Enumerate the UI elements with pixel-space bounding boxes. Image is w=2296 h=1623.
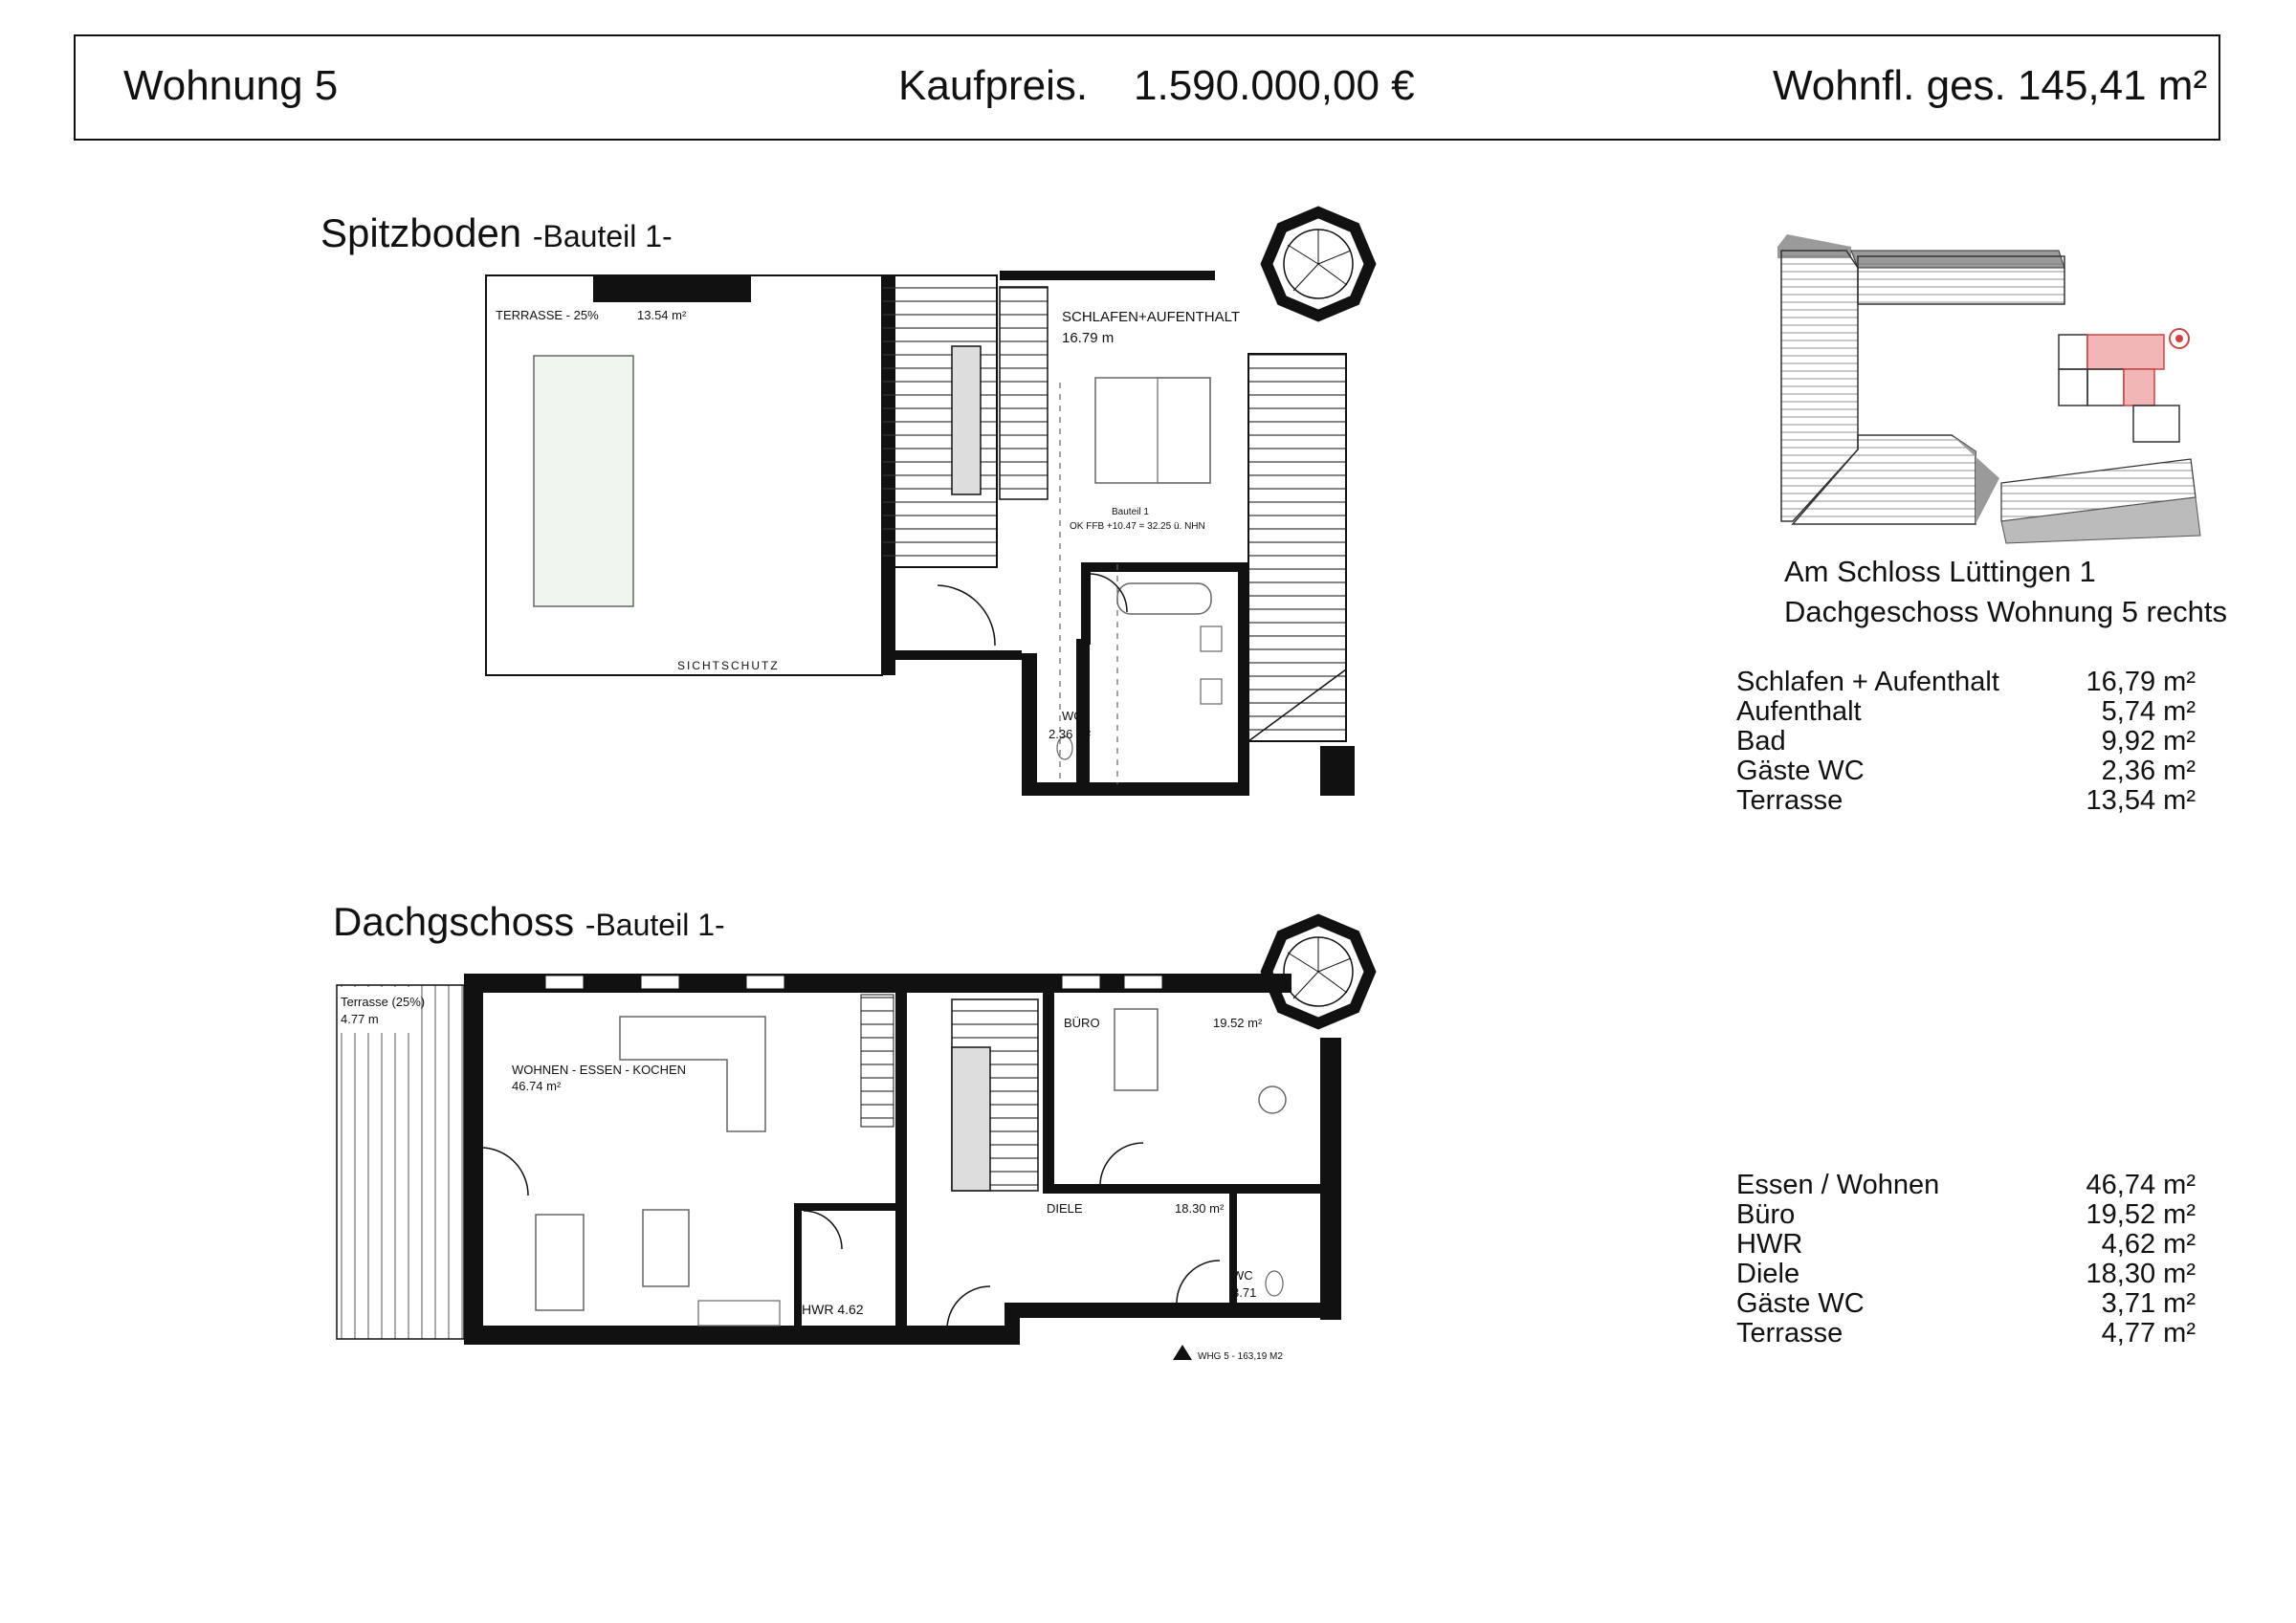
- terrace-area: 13.54 m²: [637, 308, 687, 322]
- area-row: [1736, 757, 2196, 786]
- spiral-stair-tower: [1267, 212, 1370, 316]
- unit-note: WHG 5 - 163,19 M2: [1198, 1351, 1283, 1362]
- wall: [895, 993, 907, 1327]
- door-swing: [804, 1211, 842, 1249]
- site-key-plan: [1777, 234, 2200, 543]
- wall: [794, 1203, 802, 1327]
- upper-floor-plan: [486, 212, 1370, 796]
- wc-area: 3.71: [1232, 1285, 1257, 1300]
- hall-area: 18.30 m²: [1175, 1201, 1225, 1216]
- lower-floor-title: Dachgschoss -Bauteil 1-: [333, 899, 725, 944]
- area-name: Aufenthalt: [1736, 696, 1862, 727]
- highlighted-unit: [2087, 335, 2164, 369]
- area-value: 2,36 m²: [2101, 756, 2196, 786]
- area-row: [1736, 697, 2196, 727]
- area-name: Terrasse: [1736, 1318, 1843, 1349]
- dining-table: [536, 1215, 584, 1310]
- area-row: [1736, 1319, 2196, 1349]
- terrace-planter: [534, 356, 633, 606]
- wall: [1004, 1303, 1320, 1318]
- wall: [464, 974, 483, 1343]
- area-name: Büro: [1736, 1199, 1796, 1230]
- kitchen-island: [643, 1210, 689, 1286]
- area-value: 13,54 m²: [2086, 785, 2196, 816]
- wall: [1000, 271, 1215, 280]
- bedroom-area: 16.79 m: [1062, 330, 1115, 346]
- table: [1259, 1086, 1286, 1113]
- desk: [1115, 1009, 1158, 1090]
- wc-label: WC: [1062, 709, 1083, 723]
- spiral-stair-tower: [1267, 920, 1370, 1023]
- bathtub: [1117, 583, 1211, 614]
- sink: [1201, 626, 1222, 651]
- area-value: 4,77 m²: [2101, 1318, 2196, 1349]
- lower-floor-plan: [337, 920, 1370, 1362]
- toilet: [1266, 1271, 1283, 1296]
- area-value: 18,30 m²: [2086, 1259, 2196, 1289]
- wall: [464, 974, 1292, 993]
- wall: [464, 1326, 1007, 1345]
- area-value: 16,79 m²: [2086, 667, 2196, 697]
- wall: [1043, 993, 1054, 1194]
- area-row: [1736, 1230, 2196, 1260]
- wc-label: WC: [1232, 1268, 1253, 1283]
- wall: [1081, 562, 1244, 572]
- area-name: Gäste WC: [1736, 756, 1865, 786]
- wall: [1081, 562, 1091, 645]
- wall: [1043, 1184, 1320, 1194]
- area-table-upper: [1736, 668, 2196, 816]
- roof-slope: [1248, 354, 1346, 741]
- area-row: [1736, 668, 2196, 697]
- area-row: [1736, 1171, 2196, 1200]
- wc-area: 2.36 m²: [1049, 727, 1092, 741]
- location-line-2: Dachgeschoss Wohnung 5 rechts: [1784, 595, 2227, 628]
- wall: [794, 1203, 899, 1211]
- lower-terrace: [337, 985, 464, 1339]
- price-label: Kaufpreis.: [898, 62, 1089, 109]
- stair-void: [952, 1047, 990, 1191]
- office-area: 19.52 m²: [1213, 1016, 1263, 1030]
- price-value: 1.590.000,00 €: [1134, 62, 1415, 109]
- area-value: 46,74 m²: [2086, 1170, 2196, 1200]
- area-name: Bad: [1736, 726, 1786, 757]
- stair-void: [952, 346, 981, 494]
- area-row: [1736, 1260, 2196, 1289]
- unit-title: Wohnung 5: [123, 62, 339, 109]
- wall: [1004, 1303, 1020, 1345]
- area-label: Wohnfl. ges.: [1773, 62, 2006, 109]
- area-row: [1736, 1289, 2196, 1319]
- door-swing: [938, 585, 995, 646]
- area-row: [1736, 1200, 2196, 1230]
- area-name: HWR: [1736, 1229, 1803, 1260]
- wall: [593, 275, 751, 302]
- area-row: [1736, 727, 2196, 757]
- utility-label: HWR 4.62: [802, 1302, 864, 1317]
- office-label: BÜRO: [1064, 1016, 1100, 1030]
- door-swing: [1091, 574, 1127, 612]
- wall: [895, 650, 1022, 660]
- living-label: WOHNEN - ESSEN - KOCHEN: [512, 1063, 687, 1077]
- area-name: Essen / Wohnen: [1736, 1170, 1940, 1200]
- bedroom-label: SCHLAFEN+AUFENTHALT: [1062, 309, 1241, 325]
- door-swing: [483, 1148, 528, 1195]
- stairs: [1000, 287, 1048, 499]
- wall: [1320, 746, 1355, 796]
- door-swing: [1100, 1143, 1143, 1184]
- location-line-1: Am Schloss Lüttingen 1: [1784, 555, 2096, 588]
- bed: [1095, 378, 1210, 483]
- upper-floor-title: Spitzboden -Bauteil 1-: [320, 210, 673, 255]
- door-swing: [947, 1286, 990, 1329]
- area-table-lower: [1736, 1171, 2196, 1349]
- living-area: 46.74 m²: [512, 1079, 562, 1093]
- unit-marker: [1173, 1345, 1192, 1360]
- wall: [1022, 653, 1037, 795]
- area-value: 5,74 m²: [2101, 696, 2196, 727]
- area-name: Gäste WC: [1736, 1288, 1865, 1319]
- terrace-label: Terrasse (25%): [341, 995, 426, 1009]
- sink: [1201, 679, 1222, 704]
- wall: [1022, 782, 1249, 796]
- area-name: Diele: [1736, 1259, 1800, 1289]
- area-value: 9,92 m²: [2101, 726, 2196, 757]
- privacy-screen-label: SICHTSCHUTZ: [677, 659, 780, 672]
- level-note: Bauteil 1: [1112, 507, 1149, 517]
- area-value: 19,52 m²: [2086, 1199, 2196, 1230]
- terrace-label: TERRASSE - 25%: [496, 308, 599, 322]
- area-value: 145,41 m²: [2018, 62, 2208, 109]
- door-swing: [1177, 1261, 1220, 1303]
- area-name: Schlafen + Aufenthalt: [1736, 667, 1999, 697]
- area-row: [1736, 786, 2196, 816]
- area-value: 3,71 m²: [2101, 1288, 2196, 1319]
- hall-label: DIELE: [1047, 1201, 1083, 1216]
- level-note: OK FFB +10.47 = 32.25 ü. NHN: [1070, 521, 1205, 532]
- wall: [1320, 1038, 1341, 1320]
- terrace-area: 4.77 m: [341, 1012, 379, 1026]
- area-value: 4,62 m²: [2101, 1229, 2196, 1260]
- area-name: Terrasse: [1736, 785, 1843, 816]
